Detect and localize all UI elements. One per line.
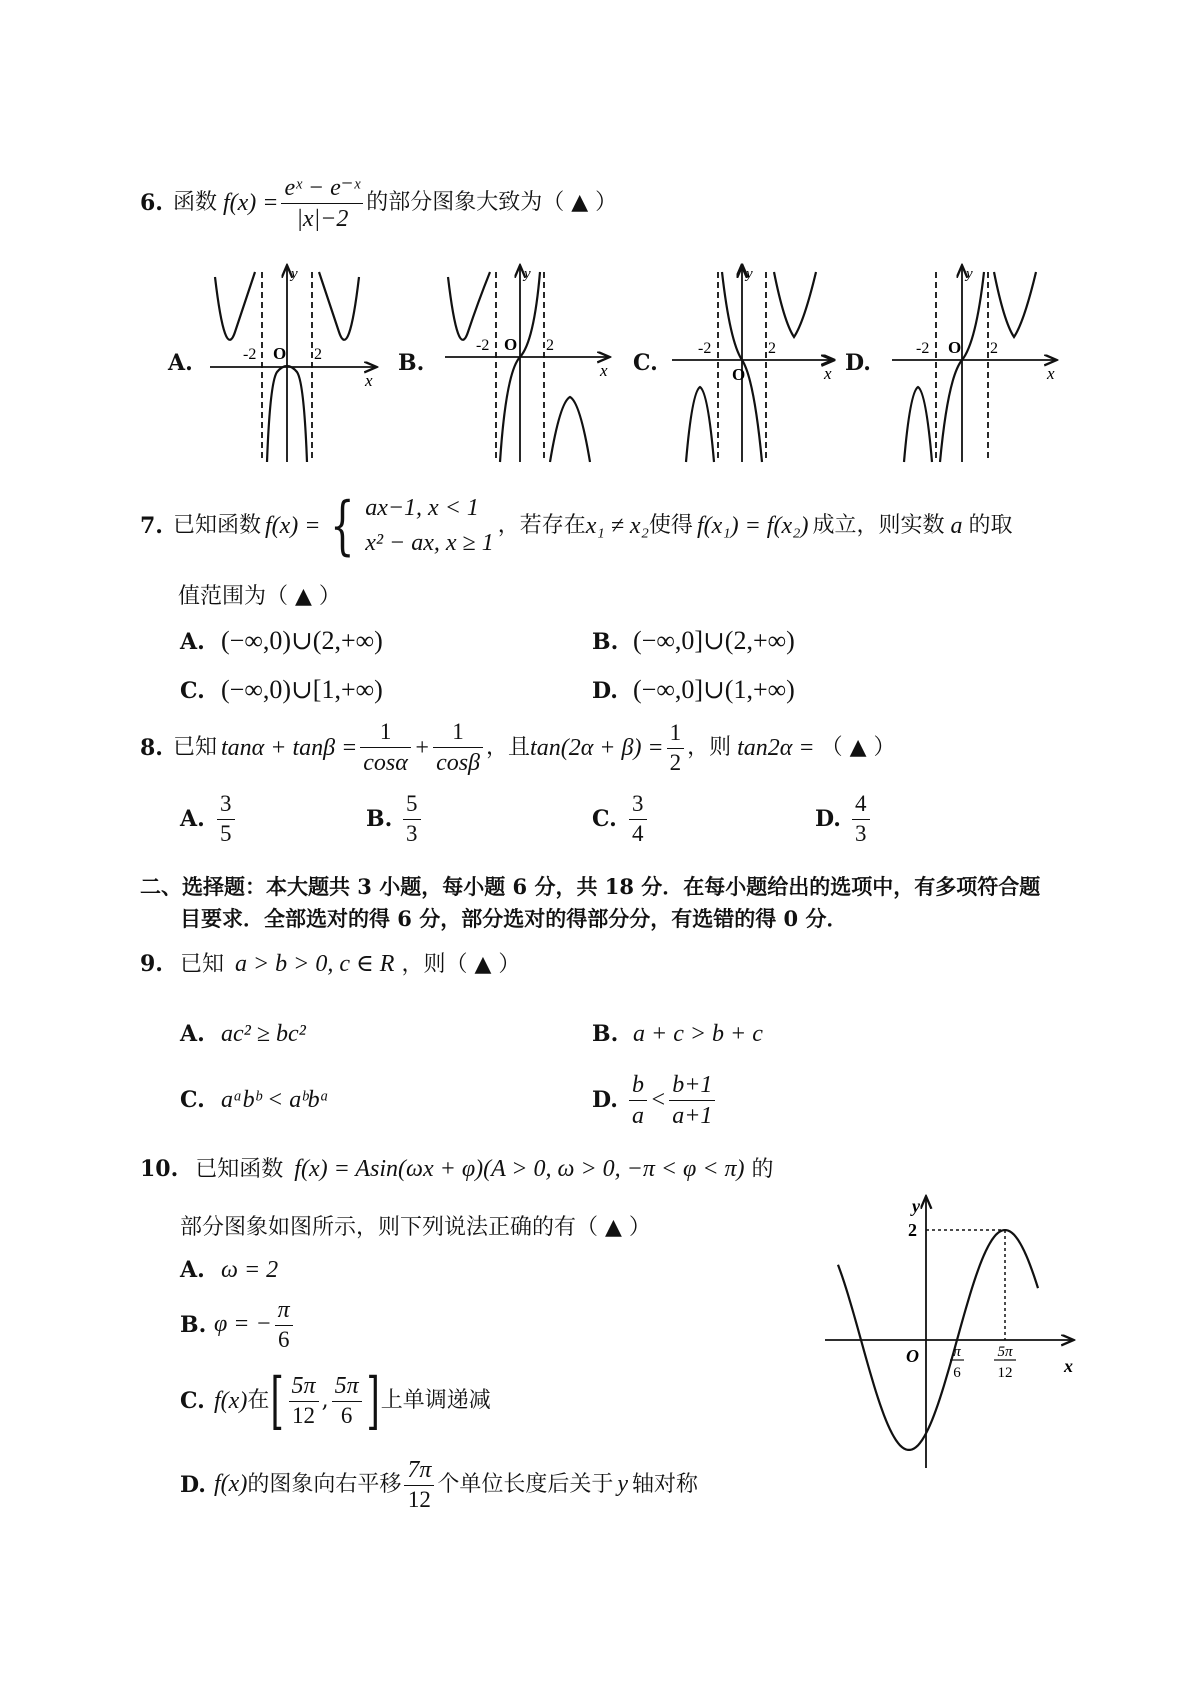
q6a-origin: O [273,344,287,363]
q8-f3-den: 2 [669,749,682,775]
q10-option-d-frac [404,1455,434,1515]
q6d-y-axis: y [966,266,973,282]
q10-option-d [180,1455,698,1515]
q7-option-d-label: D. [592,678,618,704]
q7-suffix2: 的取 [968,512,1013,538]
q10-origin: O [906,1346,919,1366]
q8-fraction-1 [360,718,411,778]
q6c-tick-neg: -2 [698,340,712,357]
q7-brace: { [330,489,356,563]
q6b-tick-pos: 2 [546,337,554,354]
q7-eq: f(x₁) = f(x₂) [696,512,809,539]
q9-prefix: 已知 [179,952,224,977]
q8-option-a-num: 3 [217,790,235,820]
q8-option-a [180,790,238,849]
q9-suffix: ，则（ ▲ ） [401,952,521,977]
section2-line2: 目要求．全部选对的得 6 分，部分选对的得部分分，有选错的得 0 分． [180,906,848,931]
q8-option-c-den: 4 [632,820,644,846]
q8-number: 8. [140,734,163,761]
q8-option-a-label: A. [180,806,205,833]
q8-f1-den: cosα [363,749,408,776]
q10-option-c [180,1364,491,1437]
q8-option-b-frac [403,790,421,849]
q10-option-c-suffix: 上单调递减 [380,1387,491,1413]
q10-func: f(x) = Asin(ωx + φ)(A > 0, ω > 0, −π < φ < π) [294,1156,745,1182]
q10-option-d-mid: 的图象向右平移 [247,1471,402,1497]
q7-var: a [950,512,963,539]
q8-option-b-num: 5 [403,790,421,820]
q10-graph [820,1190,1080,1475]
section2-line1: 二、选择题：本大题共 3 小题，每小题 6 分，共 18 分．在每小题给出的选项中，有多项符合题 [140,874,1041,899]
q7-option-a [180,625,383,656]
q6-func-lhs: f(x) = [222,189,279,216]
q9-option-b-text: a + c > b + c [633,1021,763,1047]
q10-option-c-rbracket: ] [366,1364,380,1437]
q10-option-c-frac1 [289,1371,319,1431]
q7-middle: ，若存在 [497,512,586,538]
q10-option-b [180,1295,296,1355]
q9-option-d [592,1070,718,1131]
q6-numerator: eˣ − e⁻ˣ [281,173,363,204]
q6d-tick-neg: -2 [916,340,930,357]
q9-option-d-den1: a [632,1103,644,1129]
q7-middle2: 使得 [648,512,693,538]
q6c-origin: O [732,365,746,384]
q6d-origin: O [948,338,962,357]
q9-number: 9. [140,951,163,977]
q10-option-c-lbracket: [ [270,1364,285,1437]
q10-tick1-den: 6 [953,1365,961,1381]
q7-case2: x² − ax, x ≥ 1 [365,530,494,556]
q8-plus: + [413,734,431,761]
q6-graph-b [440,262,620,467]
q6-prefix: 函数 [172,189,217,215]
q9-option-d-num2: b+1 [669,1070,715,1101]
q10-option-b-lhs: φ = − [214,1311,272,1338]
q8-cond: tan(2α + β) = [530,734,664,761]
q10-stem [140,1155,774,1184]
q10-option-b-label: B. [180,1311,207,1338]
q8-option-d-label: D. [815,806,841,833]
q8-f3-num: 1 [667,719,685,749]
q9-option-d-num1: b [629,1070,647,1101]
q9-option-d-den2: a+1 [672,1103,713,1129]
q10-option-c-mid: 在 [247,1387,270,1413]
q10-option-d-suffix: 个单位长度后关于 [437,1471,614,1497]
q10-option-c-d1: 12 [292,1403,316,1429]
q8-stem [140,712,896,784]
q8-fraction-3 [667,719,685,778]
q10-option-c-label: C. [180,1387,205,1414]
q7-option-a-text: (−∞,0)∪(2,+∞) [221,626,383,655]
q6-graph-d-label: D. [845,350,871,376]
q6a-x-axis: x [365,371,373,390]
q10-prefix: 已知函数 [195,1157,284,1182]
q9-option-a-text: ac² ≥ bc² [221,1021,306,1047]
q10-option-d-lhs: f(x) [214,1471,248,1498]
q9-option-d-rel: < [650,1087,667,1114]
q10-tick2-num: 5π [997,1344,1013,1360]
q6a-y-axis: y [291,266,298,282]
q7-line2: 值范围为（ ▲ ） [178,584,341,609]
q7-option-c-label: C. [180,678,205,704]
q6-denominator: |x|−2 [296,205,349,232]
q8-then: ，则 [687,734,732,760]
q9-option-a [180,1020,306,1049]
q6d-tick-pos: 2 [990,340,998,357]
q6c-y-axis: y [746,266,753,282]
q6-suffix: 的部分图象大致为（ ▲ ） [366,189,618,215]
q9-option-d-frac1 [629,1070,647,1131]
q8-option-d-den: 3 [855,820,867,846]
q8-option-c-label: C. [592,806,617,833]
q7-suffix: 成立，则实数 [812,512,945,538]
q6b-y-axis: y [524,266,531,282]
q8-option-a-frac [217,790,235,849]
q10-option-d-num: 7π [404,1455,434,1486]
q6-fraction [281,173,363,234]
q6a-tick-neg: -2 [243,346,257,363]
q10-option-d-var: y [617,1471,629,1498]
q9-option-c [180,1086,329,1115]
q10-option-d-den: 12 [407,1487,431,1512]
q8-option-c-frac [629,790,647,849]
q7-option-c [180,674,383,705]
q6b-tick-neg: -2 [476,337,490,354]
q6-graph-a-label: A. [168,350,193,376]
q10-max-label: 2 [908,1220,917,1240]
q10-option-a-text: ω = 2 [221,1257,279,1283]
q8-fraction-2 [433,718,483,778]
q7-option-d-text: (−∞,0]∪(1,+∞) [633,675,795,704]
q9-option-a-label: A. [180,1021,205,1047]
q7-number: 7. [140,512,163,539]
q7-cases [365,491,494,561]
q8-prefix: 已知 [172,734,217,760]
q10-tick1-num: π [953,1344,961,1360]
q6a-tick-pos: 2 [314,346,322,363]
q6-stem [140,168,617,238]
q8-option-d-frac [852,790,870,849]
q7-prefix: 已知函数 [172,512,261,538]
q8-f2-den: cosβ [436,749,481,776]
q8-f2-num: 1 [433,718,483,748]
q8-option-b-den: 3 [406,820,418,846]
q8-suffix: （ ▲ ） [820,734,896,760]
q9-option-b-label: B. [592,1021,619,1047]
q7-case1: ax−1, x < 1 [365,495,479,522]
q10-option-c-n2: 5π [332,1371,362,1402]
q7-option-b-label: B. [592,629,619,655]
q10-option-d-suffix2: 轴对称 [632,1471,699,1497]
q10-option-c-comma: , [321,1387,329,1413]
q6c-x-axis: x [824,364,832,383]
q10-option-c-lhs: f(x) [214,1387,248,1414]
q9-option-c-label: C. [180,1087,205,1113]
q6d-x-axis: x [1047,364,1055,383]
q10-suffix: 的 [751,1157,774,1182]
q9-option-d-frac2 [669,1070,715,1131]
q6-number: 6. [140,189,163,216]
q6-graph-d [890,262,1065,467]
q10-line2: 部分图象如图所示，则下列说法正确的有（ ▲ ） [180,1215,651,1240]
q10-tick2-den: 12 [997,1365,1013,1381]
q8-option-d [815,790,873,849]
q7-option-a-label: A. [180,629,205,655]
q8-option-c-num: 3 [629,790,647,820]
q10-option-c-frac2 [332,1371,362,1431]
q8-ask: tan2α = [737,734,815,761]
q6b-x-axis: x [600,361,608,380]
q10-y-label: y [912,1196,920,1216]
q10-option-b-num: π [275,1295,293,1326]
q10-option-a-label: A. [180,1257,205,1283]
q10-x-label: x [1064,1356,1073,1376]
q8-option-d-num: 4 [852,790,870,820]
q6b-origin: O [504,335,518,354]
q8-f1-num: 1 [360,718,411,748]
q9-cond: a > b > 0, c ∈ R [234,951,395,977]
q8-lhs: tanα + tanβ = [220,734,358,761]
q9-stem [140,950,520,979]
q9-option-d-label: D. [592,1087,618,1114]
q8-option-b [366,790,424,849]
q6c-tick-pos: 2 [768,340,776,357]
q6-graph-b-label: B. [398,350,425,376]
q6-graph-a [205,262,385,467]
q8-option-a-den: 5 [220,820,232,846]
q8-middle: ，且 [486,734,531,760]
q7-stem [140,490,1012,562]
q10-option-b-den: 6 [277,1327,290,1352]
q7-func-lhs: f(x) = [264,512,321,539]
q10-option-a [180,1256,278,1285]
q10-option-b-frac [275,1295,293,1355]
q10-option-c-n1: 5π [289,1371,319,1402]
q10-number: 10. [140,1156,179,1182]
q8-option-c [592,790,650,849]
q6-graph-c-label: C. [633,350,658,376]
q10-option-d-label: D. [180,1471,206,1498]
q9-option-c-text: aᵃbᵇ < aᵇbᵃ [221,1087,330,1113]
q6-graph-c [670,262,845,467]
q7-option-c-text: (−∞,0)∪[1,+∞) [221,675,383,704]
q7-cond: x₁ ≠ x₂ [585,512,649,539]
q10-option-c-d2: 6 [340,1403,353,1429]
q7-option-b [592,625,795,656]
q7-option-d [592,674,795,705]
q7-option-b-text: (−∞,0]∪(2,+∞) [633,626,795,655]
q9-option-b [592,1020,763,1049]
q8-option-b-label: B. [366,806,393,833]
